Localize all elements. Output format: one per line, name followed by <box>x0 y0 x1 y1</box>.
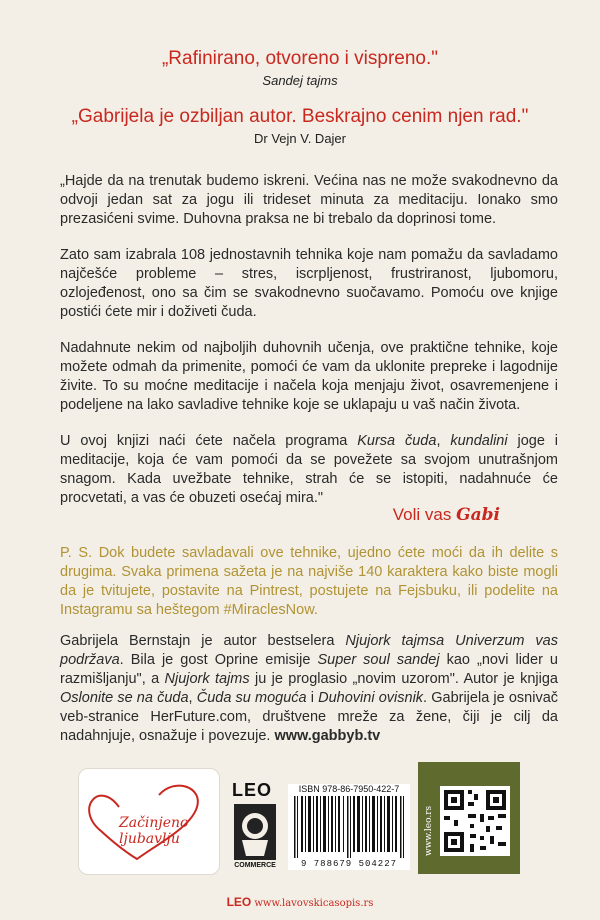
bio-b: . Bila je gost Oprine emisije <box>119 652 318 668</box>
quote-1-text: „Rafinirano, otvoreno i vispreno." <box>161 48 439 69</box>
quote-2 <box>0 106 600 146</box>
paragraph-3: Nadahnute nekim od najboljih duhovnih učenja, ove praktične tehnike, koje možete odmah da primenite, pomoći će vam da uklonite prepreke i lagodnije živite. To su moćne meditacije i načela koja menjaju život, osavremenjene i podeljene na lako savladive tehnike koje se uklapaju u vaš način života. <box>60 340 558 413</box>
side-website: www.leo.rs <box>424 805 434 856</box>
quote-2-text: „Gabrijela je ozbiljan autor. Beskrajno cenim njen rad." <box>71 106 529 127</box>
leo-logo-text: LEO <box>232 780 273 800</box>
badge-line-2: ljubavlju <box>119 831 180 847</box>
bio-i4: Oslonite se na čuda <box>60 690 189 706</box>
lion-icon <box>228 778 282 874</box>
bio-i2: Super soul sandej <box>317 652 440 668</box>
bio-g: . Gabrijela je osnivač veb-stranice HerFuture.com, društvene mreže za žene, čiji je cilj da nadahnjuje, osnažuje i povezuje. <box>60 690 559 744</box>
signature <box>393 505 500 525</box>
zacinjeno-ljubavlju-badge <box>78 768 220 875</box>
main-text <box>60 172 558 508</box>
bio-a: Gabrijela Bernstajn je autor bestselera <box>60 633 346 649</box>
barcode-icon <box>292 796 406 858</box>
bio-c: kao „novi lider u razmišljanju", a <box>60 652 558 687</box>
bio-e: , <box>188 690 197 706</box>
isbn-label: ISBN 978-86-7950-422-7 <box>298 784 400 794</box>
quote-2-source: Dr Vejn V. Dajer <box>253 131 346 146</box>
commerce-label: COMMERCE <box>234 862 276 869</box>
isbn-barcode <box>288 784 410 870</box>
bio-url: www.gabbyb.tv <box>274 728 381 744</box>
p4-text-c: joge i meditacije, koja će vam pomoći da se povežete sa svojom unutrašnjom snagom. Kada uvežbate tehnike, strah će se istopiti, nadahnuće će procvetati, a vas će obuzeti osećaj mira." <box>60 433 558 506</box>
quote-1 <box>0 48 600 88</box>
p4-italic-1: Kursa čuda <box>357 433 437 449</box>
bio-i5: Čuda su moguća <box>196 690 307 706</box>
p4-italic-2: kundalini <box>450 433 508 449</box>
signature-prefix: Voli vas <box>392 505 452 524</box>
ps-text: P. S. Dok budete savladavali ove tehnike, ujedno ćete moći da ih delite s drugima. Svaka primena sažeta je na najviše 140 karaktera kako biste mogli da je tvitujete, postavite na Pintrest, postujete na Fejsbuku, ili podelite na Instagramu sa heštegom #MiraclesNow. <box>60 545 558 618</box>
bio-i1: Njujork tajmsa Univerzum vas podržava <box>60 633 558 668</box>
bio-d: ju je proglasio „novim uzorom". Autor je knjiga <box>249 671 558 687</box>
footer <box>0 895 600 909</box>
paragraph-4 <box>60 432 558 508</box>
author-bio <box>60 632 558 746</box>
badge-text <box>119 815 219 847</box>
signature-name: Gabi <box>456 505 500 525</box>
bio-i3: Njujork tajms <box>164 671 250 687</box>
quote-1-source: Sandej tajms <box>262 73 338 88</box>
qr-code-icon <box>440 786 510 856</box>
p4-text-b: , <box>436 433 451 449</box>
paragraph-2: Zato sam izabrala 108 jednostavnih tehnika koje nam pomažu da savladamo najčešće probleme – stres, iscrpljenost, frustriranost, ljubomoru, ozlojeđenost, ono sa čim se svakodnevno suočavamo. Pomoću ove knjige postići ćete mir i doživeti čuda. <box>60 247 558 320</box>
p4-text-a: U ovoj knjizi naći ćete načela programa <box>60 433 358 449</box>
ean-number: 9 788679 504227 <box>300 859 397 869</box>
bio-i6: Duhovini ovisnik <box>318 690 424 706</box>
footer-url[interactable]: www.lavovskicasopis.rs <box>254 898 374 909</box>
badge-line-1: Začinjeno <box>119 815 189 831</box>
footer-brand: LEO <box>226 895 252 909</box>
paragraph-1: „Hajde da na trenutak budemo iskreni. Većina nas ne može svakodnevno da odvoji jedan sat za jogu ili trideset minuta za meditaciju. Ionako smo prezasićeni svime. Duhovna praksa ne bi trebalo da doprinosi tome. <box>60 173 558 227</box>
bio-f: i <box>306 690 319 706</box>
